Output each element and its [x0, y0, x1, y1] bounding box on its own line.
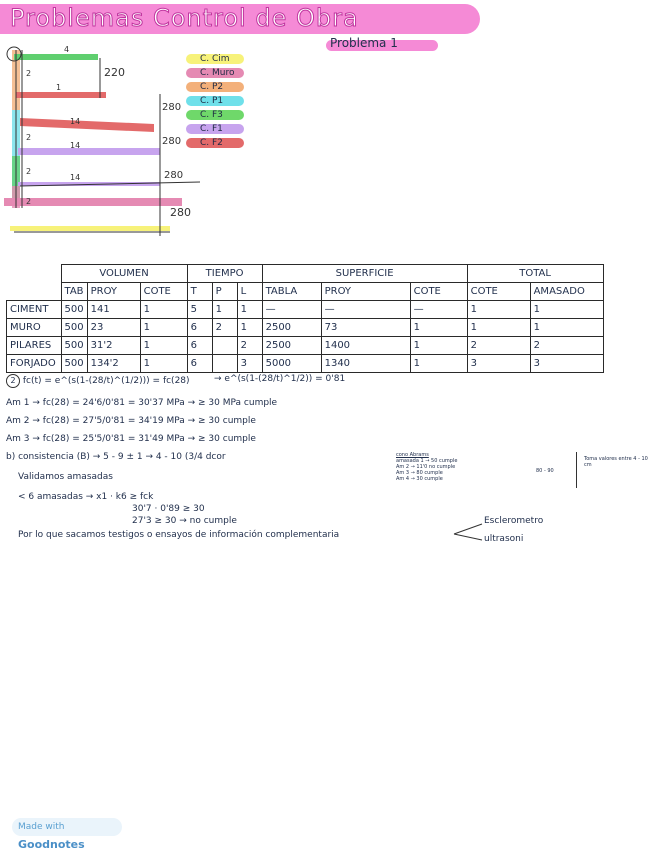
legend-item: C. Muro [186, 68, 244, 78]
column-header: AMASADO [530, 283, 603, 301]
note-esclerometro: Esclerometro [484, 516, 544, 526]
cone-table-title: cono Abrams [396, 452, 429, 458]
note-validamos: Validamos amasadas [18, 472, 113, 482]
table-row: PILARES 500 31'2 1 6 2 2500 1400 1 2 2 [7, 337, 604, 355]
sketch-tag: 1 [56, 83, 62, 92]
sketch-tag: 2 [26, 167, 32, 176]
sketch-tag: 2 [26, 69, 32, 78]
sketch-tag: 14 [70, 173, 81, 182]
group-header: TOTAL [467, 265, 603, 283]
cone-note: Toma valores entre 4 - 10 cm [584, 456, 648, 468]
legend [186, 54, 244, 152]
legend-item: C. F2 [186, 138, 244, 148]
formula-text: fc(t) = e^(s(1-(28/t)^(1/2))) = fc(28) [22, 376, 190, 386]
sketch-tag: 2 [26, 197, 32, 206]
table-row: MURO 500 23 1 6 2 1 2500 73 1 1 1 [7, 319, 604, 337]
legend-item: C. P1 [186, 96, 244, 106]
quantities-table [6, 264, 604, 373]
sketch-tag: 14 [70, 117, 81, 126]
group-header: TIEMPO [187, 265, 262, 283]
row-label: FORJADO [7, 355, 62, 373]
cone-range: 80 - 90 [536, 468, 554, 474]
branch-arrow [452, 520, 486, 544]
column-header: COTE [410, 283, 467, 301]
note-porloque: Por lo que sacamos testigos o ensayos de información complementaria [18, 530, 340, 540]
note-consistencia: b) consistencia (B) → 5 - 9 ± 1 → 4 - 10 (3/4 dcor [6, 452, 226, 462]
dim-label: 280 [162, 136, 182, 147]
row-label: PILARES [7, 337, 62, 355]
goodnotes-badge: Made with Goodnotes [12, 818, 122, 836]
column-header: TABLA [262, 283, 321, 301]
cone-row: Am 2 → 11'0 no cumple [396, 464, 456, 470]
page-title: Problemas Control de Obra [10, 4, 359, 32]
cone-row: Am 4 → 30 cumple [396, 476, 443, 482]
dim-label: 280 [164, 170, 184, 181]
cone-table [396, 452, 516, 482]
row-label: MURO [7, 319, 62, 337]
cone-row: amasada 1 → 50 cumple [396, 458, 458, 464]
cone-row: Am 3 → 80 cumple [396, 470, 443, 476]
row-label: CIMENT [7, 301, 62, 319]
sketch-tag: 2 [26, 133, 32, 142]
dim-label: 280 [162, 102, 182, 113]
structure-sketch [0, 36, 300, 242]
formula-right: → e^(s(1-(28/t)^1/2)) = 0'81 [214, 374, 346, 384]
note-am1: Am 1 → fc(28) = 24'6/0'81 = 30'37 MPa → ≥ 30 MPa cumple [6, 398, 278, 408]
table-group-row [7, 265, 604, 283]
bracket-line [576, 452, 577, 488]
note-lt6: < 6 amasadas → x1 · k6 ≥ fck [18, 492, 154, 502]
group-header: SUPERFICIE [262, 265, 467, 283]
note-am2: Am 2 → fc(28) = 27'5/0'81 = 34'19 MPa → ≥ 30 cumple [6, 416, 256, 426]
table-row: CIMENT 500 141 1 5 1 1 — — — 1 1 [7, 301, 604, 319]
column-header: TAB [61, 283, 87, 301]
note-calc2: 27'3 ≥ 30 → no cumple [132, 516, 237, 526]
legend-item: C. F1 [186, 124, 244, 134]
note-number: 2 [6, 374, 20, 388]
column-header: COTE [467, 283, 530, 301]
column-header: PROY [321, 283, 410, 301]
note-ultrasonidos: ultrasoni [484, 534, 524, 544]
table-subheader-row [7, 283, 604, 301]
dim-label: 220 [104, 66, 125, 79]
legend-item: C. Cim [186, 54, 244, 64]
column-header: P [212, 283, 237, 301]
problem-label: Problema 1 [330, 36, 398, 50]
dim-label: 280 [170, 206, 191, 219]
note-calc1: 30'7 · 0'89 ≥ 30 [132, 504, 205, 514]
sketch-tag: 4 [64, 45, 70, 54]
legend-item: C. F3 [186, 110, 244, 120]
note-am3: Am 3 → fc(28) = 25'5/0'81 = 31'49 MPa → ≥ 30 cumple [6, 434, 256, 444]
table-row: FORJADO 500 134'2 1 6 3 5000 1340 1 3 3 [7, 355, 604, 373]
column-header: T [187, 283, 212, 301]
sketch-tag: 14 [70, 141, 81, 150]
legend-item: C. P2 [186, 82, 244, 92]
column-header: PROY [87, 283, 140, 301]
column-header: COTE [140, 283, 187, 301]
column-header: L [237, 283, 262, 301]
group-header: VOLUMEN [61, 265, 187, 283]
